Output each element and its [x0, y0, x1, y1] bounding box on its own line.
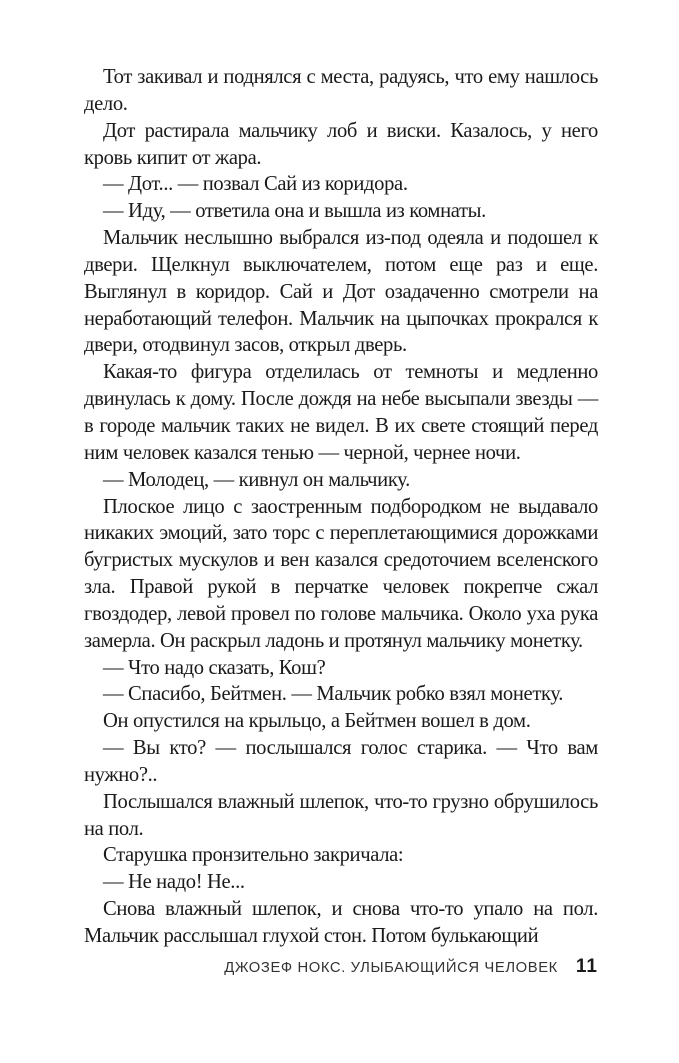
paragraph: — Молодец, — кивнул он мальчику. — [103, 468, 410, 491]
paragraph: Какая-то фигура отделилась от темноты и медленно двинулась к дому. После дождя на небе высыпали звезды — в городе мальчик таких не видел. В их свете стоящий перед ним человек казался тенью — черной, чернее ночи. — [84, 361, 598, 464]
paragraph: Дот растирала мальчику лоб и виски. Казалось, у него кровь кипит от жара. — [84, 119, 598, 169]
paragraph: — Спасибо, Бейтмен. — Мальчик робко взял монетку. — [103, 683, 564, 706]
paragraph: Мальчик неслышно выбрался из-под одеяла и подошел к двери. Щелкнул выключателем, потом еще раз и еще. Выглянул в коридор. Сай и Дот озадаченно смотрели на неработающий телефон. Мальчик на цыпочках прокрался к двери, отодвинул засов, открыл дверь. — [84, 227, 598, 357]
paragraph: Послышался влажный шлепок, что-то грузно обрушилось на пол. — [84, 790, 598, 840]
paragraph: Плоское лицо с заостренным подбородком не выдавало никаких эмоций, зато торс с переплетающимися дорожками бугристых мускулов и вен казался средоточием вселенского зла. Правой рукой в перчатке человек покрепче сжал гвоздодер, левой провел по голове мальчика. Около уха рука замерла. Он раскрыл ладонь и протянул мальчику монетку. — [84, 495, 598, 652]
paragraph: — Не надо! Не... — [103, 871, 245, 894]
paragraph: — Что надо сказать, Кош? — [103, 656, 326, 679]
paragraph: Снова влажный шлепок, и снова что-то упало на пол. Мальчик расслышал глухой стон. Потом булькающий — [84, 898, 598, 947]
page-number: 11 — [575, 956, 598, 977]
paragraph: Тот закивал и поднялся с места, радуясь, что ему нашлось дело. — [84, 66, 598, 115]
paragraph: — Дот... — позвал Сай из коридора. — [103, 173, 408, 196]
running-title: ДЖОЗЕФ НОКС. УЛЫБАЮЩИЙСЯ ЧЕЛОВЕК — [224, 960, 558, 976]
paragraph: — Вы кто? — послышался голос старика. — Что вам нужно?.. — [84, 737, 598, 786]
page-footer — [84, 956, 598, 978]
body-text — [84, 64, 598, 950]
paragraph: Старушка пронзительно закричала: — [103, 844, 404, 867]
paragraph: — Иду, — ответила она и вышла из комнаты. — [103, 200, 486, 223]
paragraph: Он опустился на крыльцо, а Бейтмен вошел в дом. — [103, 710, 531, 733]
